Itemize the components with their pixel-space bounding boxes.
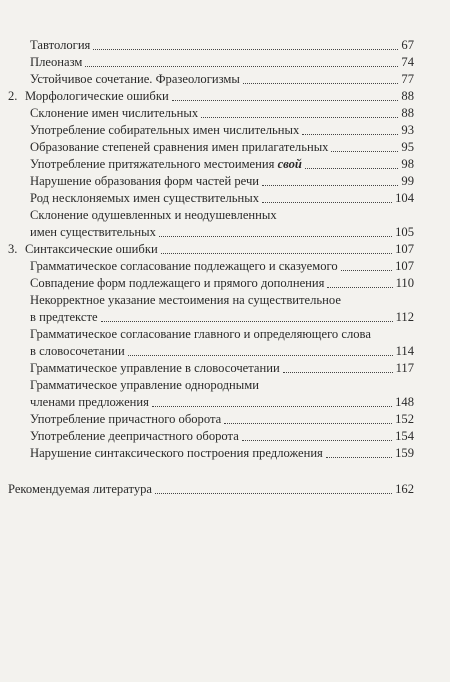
- dot-leader: [262, 185, 398, 186]
- toc-section-heading: [25, 242, 414, 257]
- toc-entry: [30, 259, 414, 274]
- toc-entry-title: Употребление собирательных имен числительных: [30, 123, 300, 137]
- dot-leader: [224, 423, 392, 424]
- toc-entry: [30, 412, 414, 427]
- toc-entry-page: 104: [395, 191, 414, 205]
- dot-leader: [93, 49, 398, 50]
- toc-entry: [30, 225, 414, 240]
- dot-leader: [242, 440, 392, 441]
- toc-entry: [30, 38, 414, 53]
- toc-entry-page: 148: [395, 395, 414, 409]
- toc-entry-title: Склонение имен числительных: [30, 106, 199, 120]
- toc-entry-title: членами предложения: [30, 395, 149, 409]
- dot-leader: [283, 372, 393, 373]
- toc-entry-title: в словосочетании: [30, 344, 125, 358]
- toc-entry-page: 117: [395, 361, 414, 375]
- toc-entry-title: имен существительных: [30, 225, 156, 239]
- toc-entry-title: Совпадение форм подлежащего и прямого дополнения: [30, 276, 325, 290]
- toc-entry-page: 162: [395, 482, 414, 496]
- toc-entry-page: 74: [401, 55, 414, 69]
- toc-entry: [30, 72, 414, 87]
- toc-entry-references: [8, 482, 414, 497]
- dot-leader: [152, 406, 392, 407]
- dot-leader: [172, 100, 399, 101]
- toc-entry-page: 98: [401, 157, 414, 171]
- toc-entry-page: 114: [395, 344, 414, 358]
- toc-entry-title-line1: Грамматическое согласование главного и определяющего слова: [30, 327, 371, 341]
- toc-entry-page: 159: [395, 446, 414, 460]
- toc-entry-emphasis: свой: [277, 157, 302, 171]
- toc-entry-title: Плеоназм: [30, 55, 83, 69]
- dot-leader: [128, 355, 393, 356]
- toc-entry-title: Образование степеней сравнения имен прилагательных: [30, 140, 329, 154]
- toc-entry-page: 110: [395, 276, 414, 290]
- toc-entry-page: 95: [401, 140, 414, 154]
- toc-entry-page: 105: [395, 225, 414, 239]
- toc-entry-title: Род несклоняемых имен существительных: [30, 191, 260, 205]
- toc-entry: [30, 395, 414, 410]
- dot-leader: [161, 253, 392, 254]
- dot-leader: [326, 457, 392, 458]
- toc-section-heading: [25, 89, 414, 104]
- toc-entry: [30, 344, 414, 359]
- toc-entry-page: 152: [395, 412, 414, 426]
- toc-entry-title-line1: Склонение одушевленных и неодушевленных: [30, 208, 277, 222]
- toc-entry-title-line1: Грамматическое управление однородными: [30, 378, 259, 392]
- toc-entry: [30, 276, 414, 291]
- toc-entry: [30, 140, 414, 155]
- section-number: 2.: [8, 89, 18, 103]
- toc-entry: [30, 310, 414, 325]
- toc-entry-page: 99: [401, 174, 414, 188]
- toc-entry: [30, 191, 414, 206]
- toc-entry-title: Синтаксические ошибки: [25, 242, 158, 256]
- dot-leader: [302, 134, 398, 135]
- toc-entry: [30, 123, 414, 138]
- toc-entry-title: Употребление деепричастного оборота: [30, 429, 239, 443]
- toc-entry-page: 88: [401, 89, 414, 103]
- toc-entry-page: 107: [395, 259, 414, 273]
- dot-leader: [201, 117, 398, 118]
- toc-entry: [30, 174, 414, 189]
- dot-leader: [159, 236, 392, 237]
- toc-entry: [30, 157, 414, 172]
- dot-leader: [85, 66, 398, 67]
- toc-entry: [30, 106, 414, 121]
- toc-entry-title: Грамматическое согласование подлежащего и сказуемого: [30, 259, 338, 273]
- dot-leader: [101, 321, 393, 322]
- toc-entry-title: Рекомендуемая литература: [8, 482, 153, 496]
- toc-entry-title-text: Употребление притяжательного местоимения: [30, 157, 275, 171]
- toc-entry-title: Грамматическое управление в словосочетании: [30, 361, 280, 375]
- toc-entry-title: [30, 157, 302, 172]
- toc-entry-page: 107: [395, 242, 414, 256]
- toc-entry: [30, 361, 414, 376]
- toc-entry-title: Нарушение образования форм частей речи: [30, 174, 260, 188]
- toc-entry-page: 93: [401, 123, 414, 137]
- toc-entry-title-line1: Некорректное указание местоимения на существительное: [30, 293, 341, 307]
- toc-entry-title: Нарушение синтаксического построения предложения: [30, 446, 323, 460]
- toc-entry-title: в предтексте: [30, 310, 98, 324]
- toc-entry-page: 67: [401, 38, 414, 52]
- toc-entry-title: Морфологические ошибки: [25, 89, 169, 103]
- toc-entry-page: 88: [401, 106, 414, 120]
- dot-leader: [262, 202, 392, 203]
- toc-entry-page: 154: [395, 429, 414, 443]
- dot-leader: [243, 83, 399, 84]
- section-number: 3.: [8, 242, 18, 256]
- dot-leader: [155, 493, 392, 494]
- toc-entry: [30, 55, 414, 70]
- toc-entry: [30, 446, 414, 461]
- dot-leader: [305, 168, 398, 169]
- toc-entry: [30, 429, 414, 444]
- toc-entry-title: Употребление причастного оборота: [30, 412, 222, 426]
- toc-entry-page: 77: [401, 72, 414, 86]
- toc-entry-title: Устойчивое сочетание. Фразеологизмы: [30, 72, 240, 86]
- dot-leader: [341, 270, 392, 271]
- toc-entry-page: 112: [395, 310, 414, 324]
- dot-leader: [331, 151, 398, 152]
- dot-leader: [327, 287, 392, 288]
- toc-entry-title: Тавтология: [30, 38, 91, 52]
